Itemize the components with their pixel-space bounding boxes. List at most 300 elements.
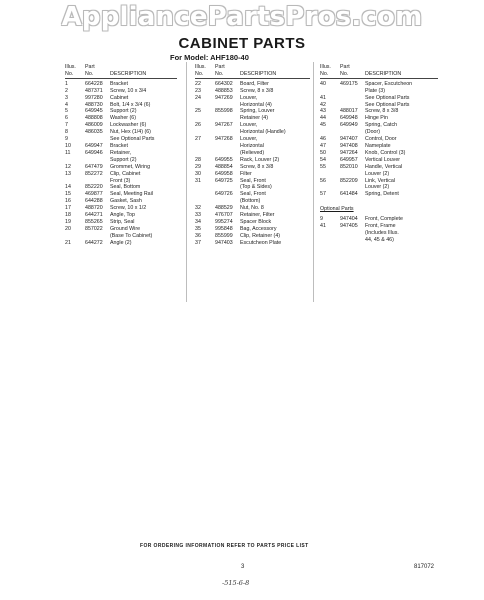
illus-number: 15 [65,191,71,198]
part-description: Clip, Cabinet [110,170,141,177]
part-row [65,95,177,102]
site-watermark: AppliancePartsPros.com [61,2,423,32]
part-description: Support (2) [110,108,137,115]
part-row [65,219,177,226]
illus-number: 9 [65,136,68,143]
part-number: 488720 [85,205,103,212]
part-row [320,237,438,244]
part-row [195,115,310,122]
part-description: Clip, Retainer (4) [240,232,281,239]
illus-number [320,129,340,136]
part-number: 469175 [340,80,358,87]
part-row [195,191,310,198]
part-row [195,219,310,226]
ordering-note: FOR ORDERING INFORMATION REFER TO PARTS PRICE LIST [140,543,309,549]
part-number: 644272 [85,239,103,246]
illus-number: 12 [65,163,71,170]
part-description: See Optional Parts [365,94,410,101]
illus-number [195,115,215,122]
illus-number [195,129,215,136]
part-number: 947408 [340,142,358,149]
part-number: 649955 [215,156,233,163]
part-description: Bag, Accessory [240,225,277,232]
part-number [340,237,365,244]
illus-number: 44 [320,115,326,122]
illus-number: 29 [195,163,201,170]
header-illus: Illus. [320,64,331,70]
part-number: 469877 [85,191,103,198]
part-description: Screw, 10 x 1/2 [110,205,147,212]
part-description: Front, Frame [365,223,396,230]
part-row [65,122,177,129]
part-row [65,129,177,136]
part-number [340,129,365,136]
header-description: DESCRIPTION [110,70,147,77]
illus-number: 24 [195,94,201,101]
part-description: Rack, Louver (2) [240,156,280,163]
illus-number: 4 [65,101,68,108]
part-description: (Top & Sides) [240,184,272,191]
part-row [65,136,177,143]
header-no: No. [320,70,329,77]
illus-number [320,88,340,95]
part-row [195,157,310,164]
part-description: (Base To Cabinet) [110,232,153,239]
illus-number: 1 [65,80,68,87]
part-number: 649957 [340,156,358,163]
part-row [65,102,177,109]
part-row [320,157,438,164]
part-row [195,81,310,88]
illus-number: 2 [65,87,68,94]
part-row [65,143,177,150]
illus-number: 57 [320,191,326,198]
part-description: Gasket, Sash [110,198,142,205]
part-description: Plate (3) [365,87,386,94]
illus-number: 22 [195,80,201,87]
part-number: 649725 [215,177,233,184]
part-row [195,240,310,247]
part-description: Bracket [110,80,128,87]
part-number: 947268 [215,136,233,143]
header-part-no: No. [215,70,224,77]
part-row [195,136,310,143]
part-description: 44, 45 & 46) [365,236,394,243]
part-number [215,150,240,157]
part-row [320,164,438,171]
part-row [320,171,438,178]
part-description: Horizontal (Handle) [240,129,286,136]
part-description: Handle, Vertical [365,163,403,170]
part-description: Bolt, 1/4 x 3/4 (6) [110,101,151,108]
part-row [195,150,310,157]
part-row [65,88,177,95]
part-description: Spring, Louver [240,108,275,115]
part-description: Seal, Bottom [110,184,141,191]
illus-number [65,157,85,164]
part-row [195,205,310,212]
part-row [65,81,177,88]
part-description: Hinge Pin [365,115,388,122]
illus-number: 34 [195,218,201,225]
part-description: Spacer, Escutcheon [365,80,413,87]
illus-number: 3 [65,94,68,101]
part-row [195,184,310,191]
part-description: Spring, Detent [365,191,399,198]
header-no: No. [65,70,74,77]
illus-number: 25 [195,108,201,115]
illus-number: 26 [195,122,201,129]
illus-number: 46 [320,136,326,143]
part-number: 488529 [215,205,233,212]
part-number [85,136,110,143]
part-row [195,233,310,240]
part-row [320,115,438,122]
parts-list [195,81,310,247]
illus-number [195,198,215,205]
part-description: Louver, [240,122,258,129]
part-description: Screw, 8 x 3/8 [365,108,399,115]
illus-number [320,230,340,237]
part-description: Washer (6) [110,115,136,122]
part-row [65,171,177,178]
part-number: 649726 [215,191,233,198]
illus-number: 21 [65,239,71,246]
part-number: 852209 [340,177,358,184]
part-number [85,178,110,185]
illus-number: 45 [320,122,326,129]
part-row [320,178,438,185]
part-number: 488853 [215,87,233,94]
part-row [320,216,438,223]
part-number: 997280 [85,94,103,101]
illus-number: 41 [320,223,326,230]
illus-number [320,171,340,178]
page-title: CABINET PARTS [178,35,306,52]
illus-number [320,237,340,244]
illus-number: 9 [320,216,323,223]
part-description: Strip, Seal [110,218,135,225]
part-number: 644288 [85,198,103,205]
part-number: 647479 [85,163,103,170]
part-row [65,157,177,164]
part-number: 486035 [85,129,103,136]
illus-number [65,233,85,240]
part-description: (Includes Illus. [365,229,399,236]
illus-number: 30 [195,170,201,177]
header-illus: Illus. [195,64,206,70]
illus-number: 5 [65,108,68,115]
part-row [320,81,438,88]
part-number: 649948 [340,115,358,122]
part-description: Escutcheon Plate [240,239,282,246]
part-description: Retainer, Filter [240,212,275,219]
part-row [65,233,177,240]
part-number [215,143,240,150]
part-number: 855999 [215,232,233,239]
optional-parts-list [320,216,438,244]
part-row [320,95,438,102]
illus-number: 47 [320,142,326,149]
part-description: Nut, No. 8 [240,205,264,212]
part-number: 947403 [215,239,233,246]
part-description: Front, Complete [365,216,403,223]
part-description: Lockwasher (6) [110,122,147,129]
handwritten-note: -515-6-8 [222,579,250,587]
part-number: 649947 [85,142,103,149]
parts-list [320,81,438,198]
optional-parts-title: Optional Parts [320,206,354,213]
part-row [320,136,438,143]
part-row [195,212,310,219]
illus-number: 6 [65,115,68,122]
part-number: 476707 [215,212,233,219]
part-description: Seal, Meeting Rail [110,191,153,198]
header-part: Part [340,64,350,70]
part-description: Seal, Front [240,191,266,198]
illus-number [195,184,215,191]
column-divider [186,62,187,302]
part-description: Screw, 8 x 3/8 [240,163,274,170]
illus-number: 42 [320,101,326,108]
part-row [195,129,310,136]
part-number [215,115,240,122]
illus-number: 55 [320,163,326,170]
part-description: Front (3) [110,177,131,184]
model-line: For Model: AHF180-40 [170,53,249,62]
illus-number: 54 [320,156,326,163]
part-description: Board, Filter [240,80,269,87]
part-description: (Relieved) [240,149,265,156]
illus-number: 36 [195,232,201,239]
part-description: Angle (2) [110,239,132,246]
illus-number: 43 [320,108,326,115]
part-number: 488017 [340,108,358,115]
part-description: Seal, Front [240,177,266,184]
part-row [320,102,438,109]
part-description: (Door) [365,129,381,136]
part-row [195,198,310,205]
part-row [320,150,438,157]
part-number: 664228 [85,80,103,87]
part-description: See Optional Parts [365,101,410,108]
part-description: Retainer, [110,149,132,156]
part-description: Knob, Control (3) [365,149,406,156]
part-number [215,102,240,109]
illus-number [65,178,85,185]
part-number: 855265 [85,218,103,225]
part-description: Link, Vertical [365,177,396,184]
column-header [195,64,310,79]
part-row [320,88,438,95]
part-description: Spring, Catch [365,122,398,129]
part-description: Louver (2) [365,184,390,191]
part-number [340,230,365,237]
part-row [195,226,310,233]
part-number: 852010 [340,163,358,170]
part-number [340,184,365,191]
illus-number: 32 [195,205,201,212]
part-description: Angle, Top [110,212,135,219]
part-description: Louver, [240,94,258,101]
part-description: Nameplate [365,142,391,149]
illus-number: 28 [195,156,201,163]
parts-column-1 [65,64,177,247]
part-description: Control, Door [365,136,397,143]
part-row [65,108,177,115]
part-number: 947269 [215,94,233,101]
parts-column-3 [320,64,438,244]
document-code: 817072 [414,564,435,570]
part-number: 947405 [340,223,358,230]
part-row [195,122,310,129]
part-number [215,198,240,205]
part-row [195,143,310,150]
illus-number [195,102,215,109]
part-row [195,164,310,171]
illus-number: 7 [65,122,68,129]
part-number: 852220 [85,184,103,191]
part-number: 487371 [85,87,103,94]
part-number: 488730 [85,101,103,108]
part-row [320,143,438,150]
part-number: 995274 [215,218,233,225]
header-part: Part [85,64,95,70]
part-description: Horizontal [240,142,264,149]
part-row [195,95,310,102]
header-part: Part [215,64,225,70]
header-part-no: No. [340,70,349,77]
parts-list [65,81,177,247]
part-row [65,212,177,219]
header-description: DESCRIPTION [240,70,277,77]
illus-number [195,191,215,198]
illus-number: 10 [65,142,71,149]
part-description: Support (2) [110,156,137,163]
illus-number: 16 [65,198,71,205]
part-description: Screw, 8 x 3/8 [240,87,274,94]
part-row [65,164,177,171]
part-row [320,191,438,198]
parts-column-2 [195,64,310,247]
illus-number: 37 [195,239,201,246]
illus-number: 35 [195,225,201,232]
page-number: 3 [241,564,245,570]
header-part-no: No. [85,70,94,77]
illus-number [195,143,215,150]
part-description: Retainer (4) [240,115,268,122]
part-description: (Bottom) [240,198,261,205]
illus-number [195,150,215,157]
illus-number: 56 [320,177,326,184]
part-description: See Optional Parts [110,136,155,143]
part-row [65,191,177,198]
illus-number [320,184,340,191]
illus-number: 18 [65,212,71,219]
part-number: 649946 [85,149,103,156]
part-number: 649949 [340,122,358,129]
part-row [320,129,438,136]
part-row [65,184,177,191]
part-number: 947407 [340,136,358,143]
part-row [320,184,438,191]
illus-number: 11 [65,149,71,156]
part-description: Grommet, Wiring [110,163,151,170]
part-number: 947267 [215,122,233,129]
part-number [85,157,110,164]
part-description: Bracket [110,142,128,149]
illus-number: 8 [65,129,68,136]
part-row [65,240,177,247]
part-number: 852272 [85,170,103,177]
part-description: Nut, Hex (1/4) (6) [110,129,151,136]
part-row [320,223,438,230]
part-description: Vertical Louver [365,156,401,163]
header-illus: Illus. [65,64,76,70]
header-no: No. [195,70,204,77]
column-header [65,64,177,79]
part-number: 644271 [85,212,103,219]
illus-number: 33 [195,212,201,219]
part-number: 649945 [85,108,103,115]
part-number: 486009 [85,122,103,129]
part-row [65,226,177,233]
illus-number: 41 [320,94,326,101]
part-number: 649958 [215,170,233,177]
illus-number: 31 [195,177,201,184]
part-number: 947404 [340,216,358,223]
illus-number: 40 [320,80,326,87]
illus-number: 13 [65,170,71,177]
part-number: 664302 [215,80,233,87]
part-description: Spacer Block [240,218,272,225]
part-description: Louver, [240,136,258,143]
part-row [320,230,438,237]
part-description: Horizontal (4) [240,101,272,108]
part-row [65,205,177,212]
header-description: DESCRIPTION [365,70,402,77]
part-number: 488854 [215,163,233,170]
part-row [195,171,310,178]
part-row [65,150,177,157]
part-description: Cabinet [110,94,129,101]
part-row [195,178,310,185]
part-description: Screw, 10 x 3/4 [110,87,147,94]
part-number [215,184,240,191]
part-row [65,178,177,185]
column-header [320,64,438,79]
illus-number: 23 [195,87,201,94]
part-number: 488808 [85,115,103,122]
part-number: 947264 [340,149,358,156]
part-description: Louver (2) [365,170,390,177]
part-row [320,108,438,115]
part-description: Ground Wire [110,225,141,232]
part-row [320,122,438,129]
part-number [340,102,365,109]
illus-number: 50 [320,149,326,156]
column-divider [313,62,314,302]
part-description: Filter [240,170,252,177]
part-row [195,108,310,115]
illus-number: 19 [65,218,71,225]
part-number: 641484 [340,191,358,198]
part-row [65,115,177,122]
part-row [195,88,310,95]
part-number [340,88,365,95]
part-number: 857022 [85,225,103,232]
illus-number: 17 [65,205,71,212]
